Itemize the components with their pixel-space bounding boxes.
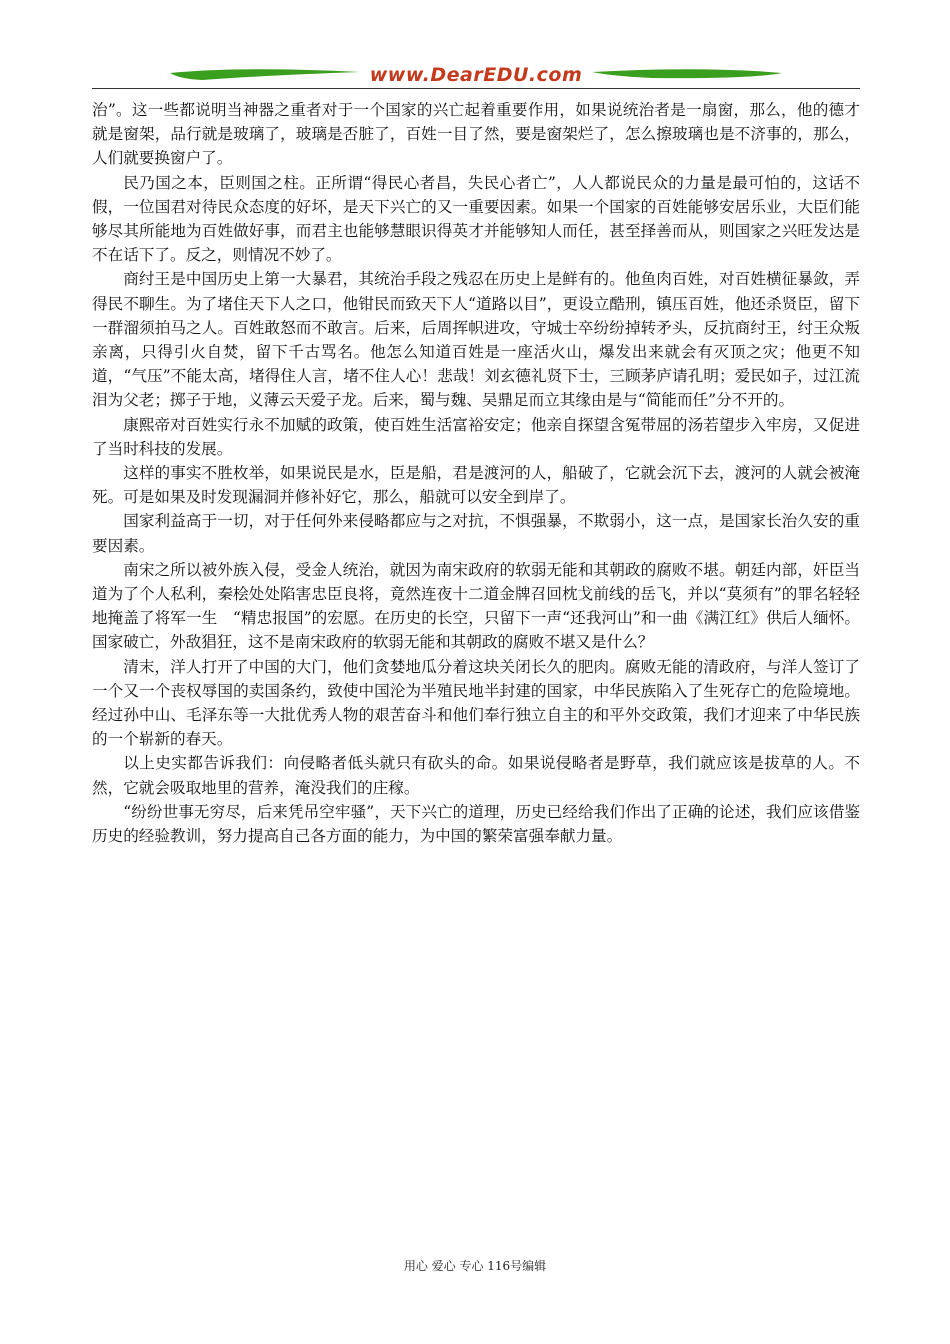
paragraph: 商纣王是中国历史上第一大暴君，其统治手段之残忍在历史上是鲜有的。他鱼肉百姓，对百姓横征暴敛，弄得民不聊生。为了堵住天下人之口，他钳民而致天下人“道路以目”，更设立酷刑，镇压百姓，他还杀贤臣，留下一群溜须拍马之人。百姓敢怒而不敢言。后来，后周挥帜进攻，守城士卒纷纷掉转矛头，反抗商纣王，纣王众叛亲离，只得引火自焚，留下千古骂名。他怎么知道百姓是一座活火山，爆发出来就会有灭顶之灾；他更不知道，“气压”不能太高，堵得住人言，堵不住人心！悲哉！刘玄德礼贤下士，三顾茅庐请孔明；爱民如子，过江流泪为父老；掷子于地，义薄云天爱子龙。后来，蜀与魏、吴鼎足而立其缘由是与“简能而任”分不开的。 bbox=[92, 270, 860, 410]
page-footer: 用心 爱心 专心 116号编辑 bbox=[403, 1259, 547, 1273]
paragraph: 民乃国之本，臣则国之柱。正所谓“得民心者昌，失民心者亡”，人人都说民众的力量是最可怕的，这话不假，一位国君对待民众态度的好坏，是天下兴亡的又一重要因素。如果一个国家的百姓能够安居乐业，大臣们能够尽其所能地为百姓做好事，而君主也能够慧眼识得英才并能够知人而任，甚至择善而从，则国家之兴旺发达是不在话下了。反之，则情况不妙了。 bbox=[92, 173, 860, 265]
site-logo[interactable]: www.DearEDU.com bbox=[369, 64, 583, 86]
paragraph: 治”。这一些都说明当神器之重者对于一个国家的兴亡起着重要作用，如果说统治者是一扇窗，那么，他的德才就是窗架，品行就是玻璃了，玻璃是否脏了，百姓一目了然，要是窗架烂了，怎么擦玻璃也是不济事的，那么，人们就要换窗户了。 bbox=[92, 101, 860, 168]
paragraph: 康熙帝对百姓实行永不加赋的政策，使百姓生活富裕安定；他亲自探望含冤带屈的汤若望步入牢房，又促进了当时科技的发展。 bbox=[92, 415, 860, 458]
page-header bbox=[92, 62, 860, 90]
paragraph: 南宋之所以被外族入侵，受金人统治，就因为南宋政府的软弱无能和其朝政的腐败不堪。朝廷内部，奸臣当道为了个人私利，秦桧处处陷害忠臣良将，竟然连夜十二道金牌召回枕戈前线的岳飞，并以“莫须有”的罪名轻轻地掩盖了将军一生 “精忠报国”的宏愿。在历史的长空，只留下一声“还我河山”和一曲《满江红》供后人缅怀。国家破亡，外敌猖狂，这不是南宋政府的软弱无能和其朝政的腐败不堪又是什么？ bbox=[92, 560, 860, 652]
paragraph: 以上史实都告诉我们：向侵略者低头就只有砍头的命。如果说侵略者是野草，我们就应该是拔草的人。不然，它就会吸取地里的营养，淹没我们的庄稼。 bbox=[92, 754, 860, 797]
paragraph: “纷纷世事无穷尽，后来凭吊空牢骚”，天下兴亡的道理，历史已经给我们作出了正确的论述，我们应该借鉴历史的经验教训，努力提高自己各方面的能力，为中国的繁荣富强奉献力量。 bbox=[92, 802, 860, 846]
paragraph: 这样的事实不胜枚举，如果说民是水，臣是船，君是渡河的人，船破了，它就会沉下去，渡河的人就会被淹死。可是如果及时发现漏洞并修补好它，那么，船就可以安全到岸了。 bbox=[92, 464, 860, 507]
header-divider bbox=[92, 88, 860, 89]
paragraph: 国家利益高于一切，对于任何外来侵略都应与之对抗，不惧强暴，不欺弱小，这一点，是国家长治久安的重要因素。 bbox=[92, 512, 860, 555]
paragraph: 清末，洋人打开了中国的大门，他们贪婪地瓜分着这块关闭长久的肥肉。腐败无能的清政府，与洋人签订了一个又一个丧权辱国的卖国条约，致使中国沦为半殖民地半封建的国家，中华民族陷入了生死存亡的危险境地。经过孙中山、毛泽东等一大批优秀人物的艰苦奋斗和他们奉行独立自主的和平外交政策，我们才迎来了中华民族的一个崭新的春天。 bbox=[92, 657, 860, 749]
article-body bbox=[92, 98, 860, 848]
